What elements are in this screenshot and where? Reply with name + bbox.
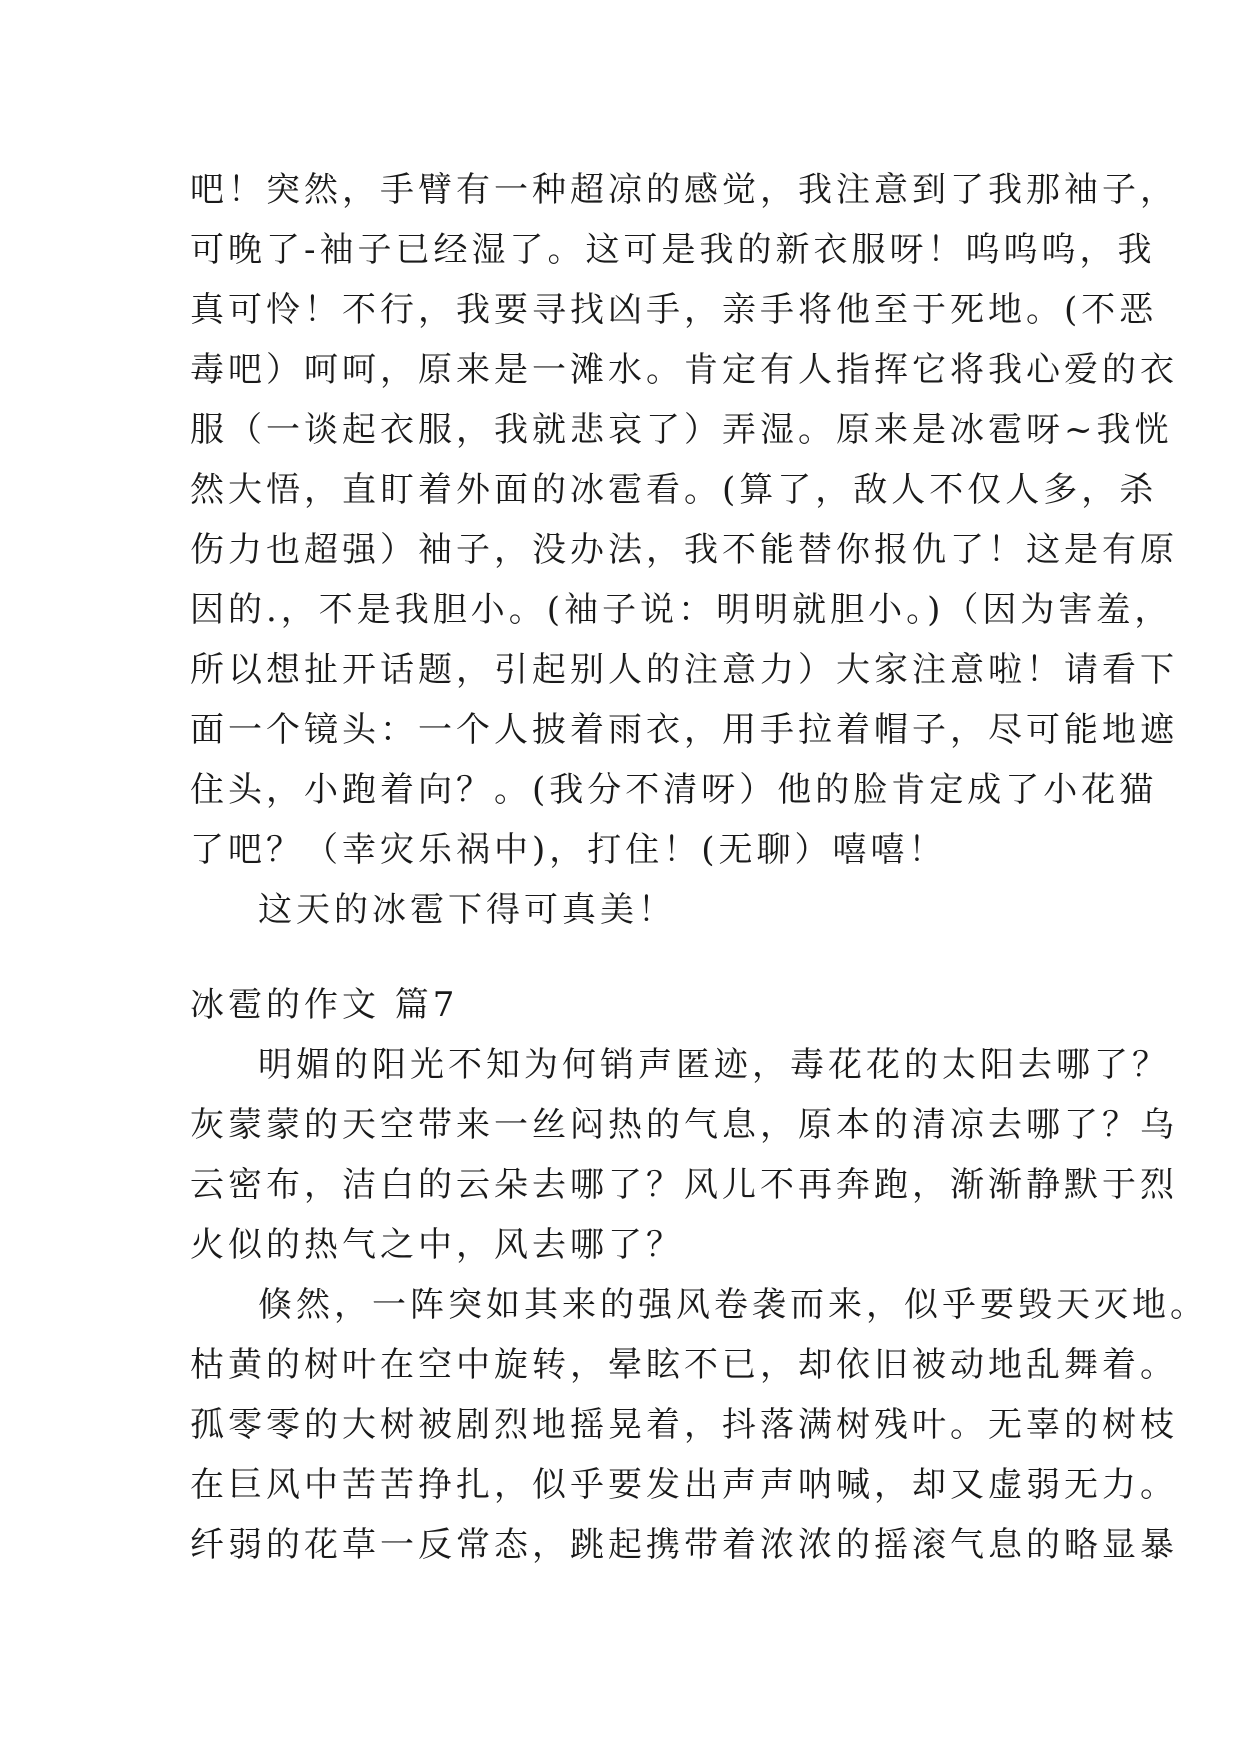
text-line: 然大悟，直盯着外面的冰雹看。(算了，敌人不仅人多，杀 (190, 470, 1158, 510)
text-line: 面一个镜头：一个人披着雨衣，用手拉着帽子，尽可能地遮 (190, 710, 1178, 750)
text-line: 了吧？（幸灾乐祸中)，打住！(无聊）嘻嘻！ (190, 830, 947, 870)
text-line: 伤力也超强）袖子，没办法，我不能替你报仇了！这是有原 (190, 530, 1178, 570)
text-line: 云密布，洁白的云朵去哪了？风儿不再奔跑，渐渐静默于烈 (190, 1165, 1178, 1205)
text-line: 服（一谈起衣服，我就悲哀了）弄湿。原来是冰雹呀~我恍 (190, 410, 1173, 450)
text-line: 枯黄的树叶在空中旋转，晕眩不已，却依旧被动地乱舞着。 (190, 1345, 1178, 1385)
text-line: 吧！突然，手臂有一种超凉的感觉，我注意到了我那袖子， (190, 170, 1178, 210)
essay-section-7 (190, 975, 1208, 1575)
text-line: 在巨风中苦苦挣扎，似乎要发出声声呐喊，却又虚弱无力。 (190, 1465, 1178, 1505)
text-line: 灰蒙蒙的天空带来一丝闷热的气息，原本的清凉去哪了？乌 (190, 1105, 1178, 1145)
text-line: 住头，小跑着向？。(我分不清呀）他的脸肯定成了小花猫 (190, 770, 1158, 810)
text-line: 倏然，一阵突如其来的强风卷袭而来，似乎要毁天灭地。 (258, 1285, 1208, 1325)
text-line: 毒吧）呵呵，原来是一滩水。肯定有人指挥它将我心爱的衣 (190, 350, 1178, 390)
text-line: 可晚了-袖子已经湿了。这可是我的新衣服呀！呜呜呜，我 (190, 230, 1156, 270)
text-line: 真可怜！不行，我要寻找凶手，亲手将他至于死地。(不恶 (190, 290, 1158, 330)
text-line: 孤零零的大树被剧烈地摇晃着，抖落满树残叶。无辜的树枝 (190, 1405, 1178, 1445)
section-heading: 冰雹的作文 篇7 (190, 985, 459, 1025)
text-line: 纤弱的花草一反常态，跳起携带着浓浓的摇滚气息的略显暴 (190, 1525, 1178, 1565)
text-line: 因的.，不是我胆小。(袖子说：明明就胆小。)（因为害羞， (190, 590, 1173, 630)
text-line: 所以想扯开话题，引起别人的注意力）大家注意啦！请看下 (190, 650, 1178, 690)
text-line: 火似的热气之中，风去哪了？ (190, 1225, 684, 1265)
text-line: 明媚的阳光不知为何销声匿迹，毒花花的太阳去哪了？ (258, 1045, 1170, 1085)
closing-paragraph: 这天的冰雹下得可真美！ (258, 890, 676, 930)
essay-continuation (190, 160, 1178, 940)
